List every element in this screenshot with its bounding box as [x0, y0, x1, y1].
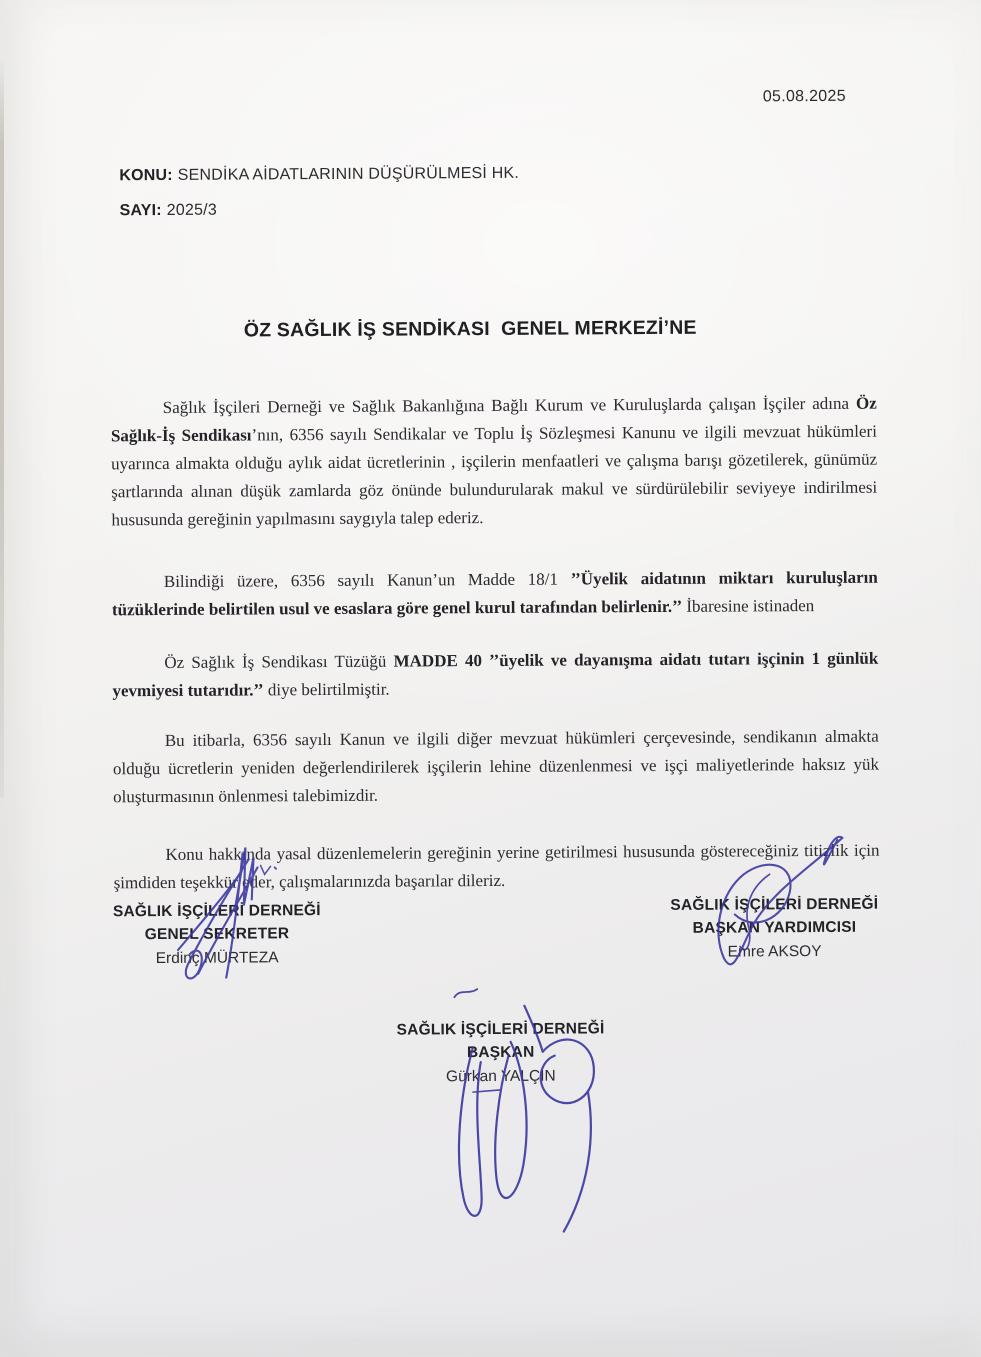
paragraph-5: Konu hakkında yasal düzenlemelerin gereğinin yerine getirilmesi hususunda göstereceğiniz titizlik için şimdiden teşekkür eder, çalışmalarınızda başarılar dileriz. — [113, 840, 880, 893]
paragraph-3 — [112, 645, 878, 706]
p3-bold-segment: MADDE 40 ’’üyelik ve dayanışma aidatı tutarı işçinin 1 günlük yevmiyesi tutarıdır.’’ — [112, 648, 879, 701]
paragraph-1 — [111, 390, 878, 535]
letter-body — [111, 390, 880, 924]
subject-line — [119, 165, 519, 185]
p1-segment: ’nın, 6356 sayılı Sendikalar ve Toplu İş Sözleşmesi Kanunu ve ilgili mevzuat hükümleri uyarınca almakta olduğu aylık aidat ücretlerinin , işçilerin menfaatleri ve çalışma barışı gözetilerek, günümüz şartlarında alınan düşük zamlarda göz önünde bulundurularak makul ve sürdürülebilir seviyeye indirilmesi hususunda gereğinin yapılmasını saygıyla talep ederiz. — [111, 421, 878, 530]
p2-bold-segment: ’’Üyelik aidatının miktarı kuruluşların tüzüklerinde belirtilen usul ve esaslara göre genel kurul tarafından belirlenir.’’ — [111, 567, 878, 620]
p3-segment: Öz Sağlık İş Sendikası Tüzüğü — [164, 651, 394, 672]
subject-label: KONU: — [119, 166, 173, 185]
letter-title: ÖZ SAĞLIK İŞ SENDİKASI GENEL MERKEZİ’NE — [243, 316, 697, 342]
org-name: SAĞLIK İŞÇİLERİ DERNEĞİ — [396, 1020, 605, 1039]
signature-block-vice-president — [662, 893, 887, 964]
p2-segment: Bilindiği üzere, 6356 sayılı Kanun’un Madde 18/1 — [163, 569, 571, 591]
signatory-name: Gürkan YALÇIN — [445, 1067, 556, 1086]
paragraph-2 — [112, 564, 878, 625]
letter-date: 05.08.2025 — [762, 87, 846, 106]
paragraph-4: Bu itibarla, 6356 sayılı Kanun ve ilgili diğer mevzuat hükümleri çerçevesinde, sendikanın almakta olduğu ücretlerin yeniden değerlendirilerek işçilerin lehine düzenlenmesi ve işçi maliyetlerinde haksız yük oluşturmasının önlenmesi talebimizdir. — [112, 726, 880, 807]
p1-bold-segment: Öz Sağlık-İş Sendikası — [110, 393, 877, 446]
signatory-name: Erdinç MÜRTEZA — [155, 949, 279, 968]
signature-block-general-secretary — [102, 899, 332, 970]
role-title: BAŞKAN YARDIMCISI — [692, 918, 857, 937]
role-title: BAŞKAN — [466, 1043, 535, 1062]
signature-block-president — [380, 1017, 620, 1088]
number-label: SAYI: — [119, 202, 162, 220]
subject-value: SENDİKA AİDATLARININ DÜŞÜRÜLMESİ HK. — [177, 164, 520, 184]
p1-segment: Sağlık İşçileri Derneği ve Sağlık Bakanlığına Bağlı Kurum ve Kuruluşlarda çalışan İşçiler adına — [162, 393, 857, 417]
org-name: SAĞLIK İŞÇİLERİ DERNEĞİ — [670, 895, 879, 914]
letter-meta — [119, 165, 519, 237]
p2-segment: İbaresine istinaden — [682, 596, 815, 616]
number-value: 2025/3 — [166, 201, 217, 219]
p3-segment: diye belirtilmiştir. — [263, 679, 390, 700]
number-line — [119, 200, 519, 220]
role-title: GENEL SEKRETER — [144, 925, 290, 944]
signatory-name: Emre AKSOY — [727, 942, 822, 961]
org-name: SAĞLIK İŞÇİLERİ DERNEĞİ — [112, 902, 321, 921]
